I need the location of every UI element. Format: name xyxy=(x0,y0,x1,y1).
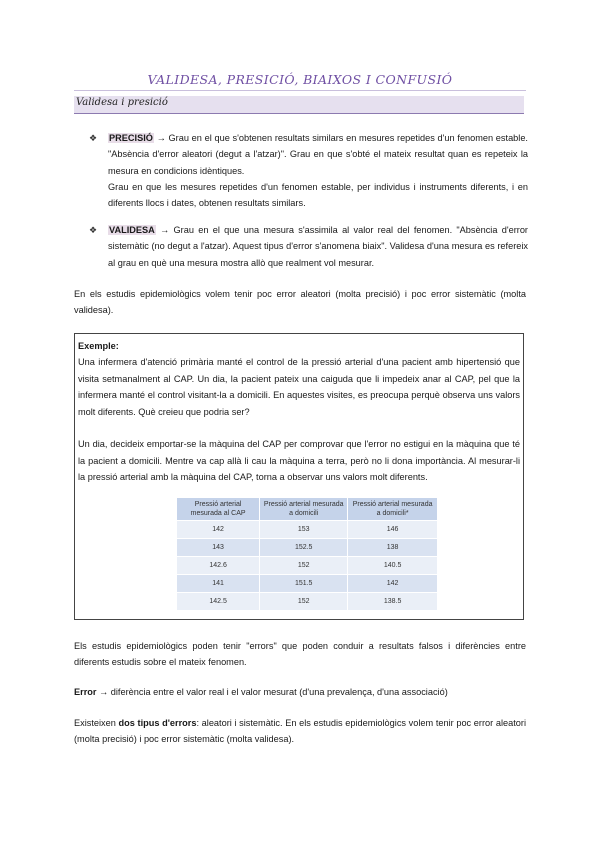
error-types-bold: dos tipus d'errors xyxy=(118,718,197,728)
term-error: Error xyxy=(74,687,97,697)
section-heading: Validesa i presició xyxy=(76,97,168,108)
error-definition-text: → diferència entre el valor real i el valor mesurat (d'una prevalença, d'una associació) xyxy=(96,687,448,697)
table-cell: 152 xyxy=(260,593,348,611)
paragraph-errors: Els estudis epidemiològics poden tenir "errors" que poden conduir a resultats falsos i diferències entre diferents estudis sobre el mateix fenomen. xyxy=(74,641,526,668)
table-cell: 152 xyxy=(260,557,348,575)
precisio-text-2: Grau en que les mesures repetides d'un fenomen estable, per individus i instruments diferents, i en diferents llocs i dates, obtenen resultats similars. xyxy=(108,181,528,209)
example-text xyxy=(78,338,520,502)
table-cell: 140.5 xyxy=(348,557,438,575)
title-underline xyxy=(74,90,526,91)
table-row xyxy=(177,593,438,611)
precisio-text: → Grau en el que s'obtenen resultats similars en mesures repetides d'un fenomen estable. "Absència d'error aleatori (degut a l'atzar)". Grau en que s'obté el mateix resultat quan es repeteix la mesura en condicions idèntiques. xyxy=(108,133,528,176)
example-paragraph-1: Una infermera d'atenció primària manté el control de la pressió arterial d'una pacient amb hipertensió que visita setmanalment al CAP. Un dia, la pacient pateix una caiguda que li impedeix anar al CAP, pel que la infermera manté el control visitant-la a domicili. En aquestes visites, es preocupa perquè observa uns valors molt diferents. Què creieu que podria ser? xyxy=(78,357,520,417)
table-cell: 153 xyxy=(260,521,348,539)
diamond-bullet-icon: ❖ xyxy=(89,225,98,235)
section-heading-bar xyxy=(74,96,524,114)
table-cell: 138.5 xyxy=(348,593,438,611)
example-paragraph-2: Un dia, decideix emportar-se la màquina del CAP per comprovar que l'error no estigui en la màquina que té la pacient a domicili. Mentre va cap allà li cau la màquina a terra, però no li dona importància. Al mesurar-li la pressió arterial amb la màquina del CAP, torna a observar uns valors molt diferents. xyxy=(78,439,520,483)
table-row xyxy=(177,521,438,539)
paragraph-intro: En els estudis epidemiològics volem tenir poc error aleatori (molta precisió) i poc error sistemàtic (molta validesa). xyxy=(74,289,526,316)
table-cell: 142 xyxy=(177,521,260,539)
term-precisio: PRECISIÓ xyxy=(109,133,153,143)
table-cell: 142.6 xyxy=(177,557,260,575)
error-types-post: : aleatori i sistemàtic. En els estudis epidemiològics volem tenir poc error aleatori (molta precisió) i poc error sistemàtic (molta validesa). xyxy=(74,718,526,745)
bullet-precisio xyxy=(89,130,528,211)
example-label: Exemple: xyxy=(78,341,119,351)
table-cell: 143 xyxy=(177,539,260,557)
term-validesa: VALIDESA xyxy=(109,225,155,235)
validesa-text: → Grau en el que una mesura s'assimila al valor real del fenomen. "Absència d'error sistemàtic (no degut a l'atzar). Aquest tipus d'error s'anomena biaix". Validesa d'una mesura es refereix al grau en què una mesura mostra allò que realment vol mesurar. xyxy=(108,225,528,268)
blood-pressure-table xyxy=(176,497,438,611)
table-cell: 152.5 xyxy=(260,539,348,557)
bullet-validesa xyxy=(89,222,528,271)
example-box xyxy=(74,333,524,620)
table-cell: 142.5 xyxy=(177,593,260,611)
table-cell: 151.5 xyxy=(260,575,348,593)
table-cell: 146 xyxy=(348,521,438,539)
error-definition xyxy=(74,684,526,700)
table-row xyxy=(177,539,438,557)
table-row xyxy=(177,557,438,575)
table-header: Pressió arterial mesurada al CAP xyxy=(177,498,260,521)
table-header-row xyxy=(177,498,438,521)
error-types-pre: Existeixen xyxy=(74,718,119,728)
table-cell: 138 xyxy=(348,539,438,557)
table-cell: 142 xyxy=(348,575,438,593)
table-row xyxy=(177,575,438,593)
page-title: VALIDESA, PRESICIÓ, BIAIXOS I CONFUSIÓ xyxy=(147,72,453,87)
table-header: Pressió arterial mesurada a domicili* xyxy=(348,498,438,521)
table-cell: 141 xyxy=(177,575,260,593)
diamond-bullet-icon: ❖ xyxy=(89,133,98,143)
table-header: Pressió arterial mesurada a domicili xyxy=(260,498,348,521)
paragraph-error-types xyxy=(74,715,526,748)
